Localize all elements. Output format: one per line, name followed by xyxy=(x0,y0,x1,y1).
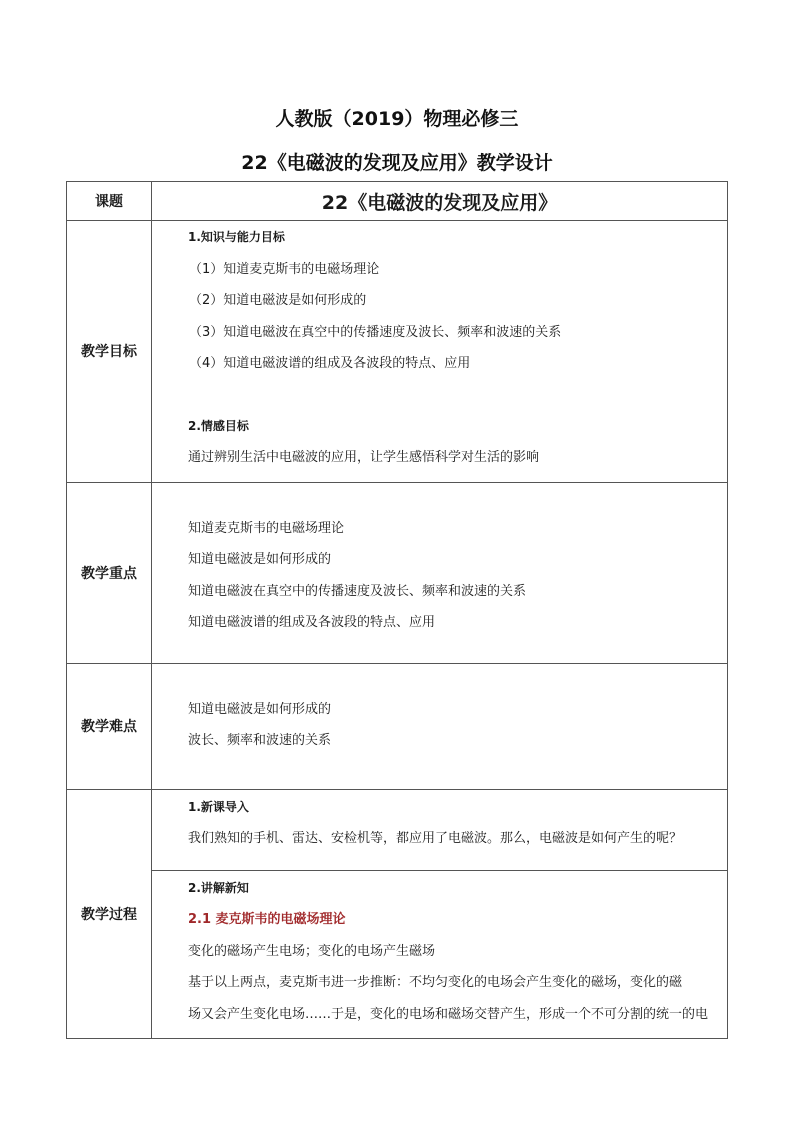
difficulties-content xyxy=(152,663,728,789)
document-title: 人教版（2019）物理必修三 xyxy=(275,108,519,130)
key-points-label: 教学重点 xyxy=(67,482,152,663)
process-new-knowledge-content xyxy=(152,870,728,1039)
process-intro-content xyxy=(152,789,728,870)
process-row-intro xyxy=(67,789,728,870)
lesson-plan-table xyxy=(66,181,728,1039)
key-point-item: 知道电磁波是如何形成的 xyxy=(188,552,332,567)
objectives-row xyxy=(67,221,728,483)
key-point-item: 知道电磁波在真空中的传播速度及波长、频率和波速的关系 xyxy=(188,583,527,599)
objective-item: （2）知道电磁波是如何形成的 xyxy=(189,293,367,308)
objectives-label: 教学目标 xyxy=(67,221,152,483)
process-part2-line: 基于以上两点，麦克斯韦进一步推断：不均匀变化的电场会产生变化的磁场，变化的磁 xyxy=(188,975,683,990)
objectives-section2-text: 通过辨别生活中电磁波的应用，让学生感悟科学对生活的影响 xyxy=(188,450,540,465)
process-part2-line: 场又会产生变化电场……于是，变化的电场和磁场交替产生，形成一个不可分割的统一的电 xyxy=(188,1006,709,1022)
key-point-item: 知道麦克斯韦的电磁场理论 xyxy=(188,520,345,536)
difficulties-row xyxy=(67,663,728,789)
key-points-row xyxy=(67,482,728,663)
difficulties-label: 教学难点 xyxy=(67,663,152,789)
objective-item: （4）知道电磁波谱的组成及各波段的特点、应用 xyxy=(189,356,471,371)
process-part2-subtitle: 2.1 麦克斯韦的电磁场理论 xyxy=(188,912,346,927)
key-point-item: 知道电磁波谱的组成及各波段的特点、应用 xyxy=(188,615,436,630)
topic-row xyxy=(67,182,728,221)
objective-item: （1）知道麦克斯韦的电磁场理论 xyxy=(189,261,380,277)
process-part1-text: 我们熟知的手机、雷达、安检机等，都应用了电磁波。那么，电磁波是如何产生的呢？ xyxy=(188,831,683,846)
key-points-content xyxy=(152,482,728,663)
process-part2-line: 变化的磁场产生电场；变化的电场产生磁场 xyxy=(188,943,436,959)
difficulty-item: 知道电磁波是如何形成的 xyxy=(188,701,332,717)
process-label: 教学过程 xyxy=(67,789,152,1039)
objective-item: （3）知道电磁波在真空中的传播速度及波长、频率和波速的关系 xyxy=(189,324,562,340)
process-part1-title: 1.新课导入 xyxy=(188,799,249,814)
topic-value: 22《电磁波的发现及应用》 xyxy=(152,182,728,221)
objectives-section1-title: 1.知识与能力目标 xyxy=(188,230,285,244)
difficulty-item: 波长、频率和波速的关系 xyxy=(188,733,332,748)
topic-label: 课题 xyxy=(67,182,152,221)
objectives-content xyxy=(152,221,728,483)
process-part2-title: 2.讲解新知 xyxy=(188,880,249,895)
process-row-new-knowledge xyxy=(67,870,728,1039)
document-subtitle: 22《电磁波的发现及应用》教学设计 xyxy=(241,152,553,174)
objectives-section2-title: 2.情感目标 xyxy=(188,418,249,433)
